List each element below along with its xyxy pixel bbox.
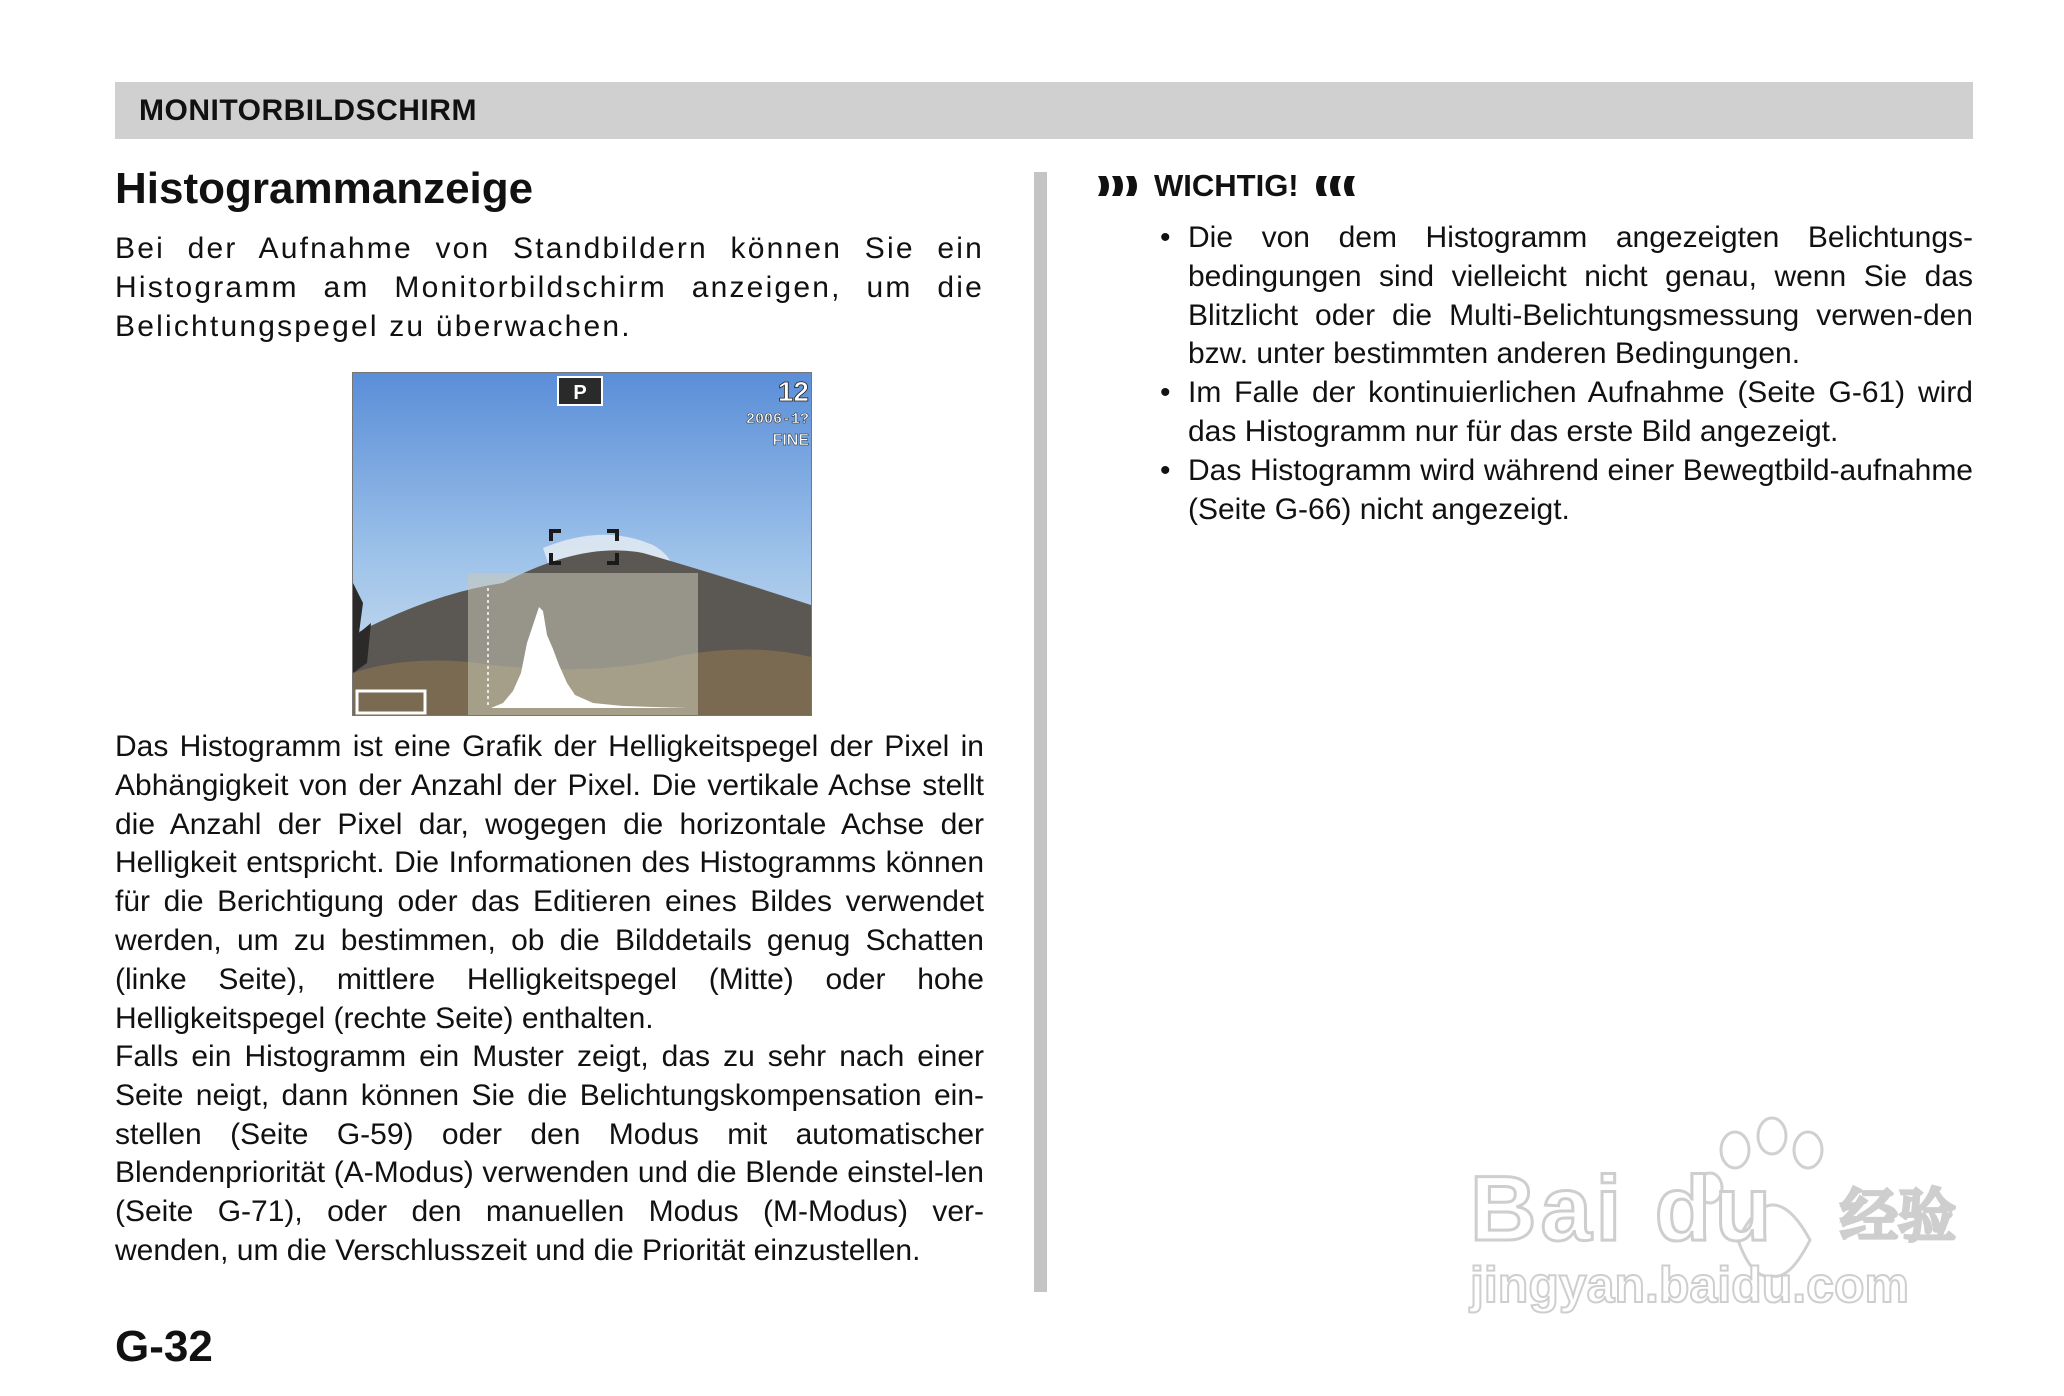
arrows-left-icon [1309, 174, 1355, 198]
watermark-brand-cn: 经验 [1840, 1182, 1957, 1250]
column-divider [1034, 172, 1047, 1292]
mode-icon-label: P [573, 382, 587, 404]
important-label: WICHTIG! [1154, 168, 1299, 203]
bullet-icon: • [1160, 453, 1171, 487]
list-item [1160, 374, 1973, 452]
list-item-text: Die von dem Histogramm angezeigten Belichtungs-bedingungen sind vielleicht nicht genau, wenn Sie das Blitzlicht oder die Multi-Belichtungsmessung verwen-den bzw. unter bestimmten anderen Bedingungen. [1188, 221, 1973, 371]
watermark-url: jingyan.baidu.com [1470, 1257, 1909, 1313]
list-item-text: Das Histogramm wird während einer Bewegtbild-aufnahme (Seite G-66) nicht angezeigt. [1188, 453, 1973, 526]
important-list [1160, 219, 1973, 529]
watermark-brand: Bai du [1470, 1158, 1776, 1260]
bullet-icon: • [1160, 376, 1171, 410]
list-item-text: Im Falle der kontinuierlichen Aufnahme (Seite G-61) wird das Histogramm nur für das erste Bild angezeigt. [1188, 376, 1973, 448]
quality-readout: FINE [772, 432, 809, 449]
section-header-bar [115, 82, 1973, 139]
list-item [1160, 452, 1973, 530]
arrows-right-icon [1098, 174, 1144, 198]
list-item [1160, 219, 1973, 374]
page-number: G-32 [115, 1322, 213, 1371]
header-title: MONITORBILDSCHIRM [139, 94, 477, 127]
date-readout: 2006-1? [745, 411, 809, 428]
body-paragraph-1: Das Histogramm ist eine Grafik der Helligkeitspegel der Pixel in Abhängigkeit von der Anzahl der Pixel. Die vertikale Achse stellt die Anzahl der Pixel dar, wogegen die horizontale Achse der Helligkeit entspricht. Die Informationen des Histogramms können für die Berichtigung oder das Editieren eines Bildes verwendet werden, um zu bestimmen, ob die Bilddetails genug Schatten (linke Seite), mittlere Helligkeitspegel (Mitte) oder hohe Helligkeitspegel (rechte Seite) enthalten. [115, 730, 984, 1035]
baidu-watermark-logo [1460, 1090, 1980, 1330]
camera-monitor-screenshot [352, 372, 812, 716]
intro-paragraph: Bei der Aufnahme von Standbildern können Sie ein Histogramm am Monitorbildschirm anzeigen, um die Belichtungspegel zu überwachen. [115, 232, 984, 343]
important-heading [1098, 168, 1355, 204]
histogram-panel [468, 573, 698, 715]
body-paragraph-2: Falls ein Histogramm ein Muster zeigt, das zu sehr nach einer Seite neigt, dann können Sie die Belichtungskompensation ein-stellen (Seite G-59) oder den Modus mit automatischer Blendenpriorität (A-Modus) verwenden und die Blende einstel-len (Seite G-71), oder den manuellen Modus (M-Modus) ver-wenden, um die Verschlusszeit und die Priorität einzustellen. [115, 1040, 984, 1267]
section-heading: Histogrammanzeige [115, 164, 534, 213]
shots-remaining: 12 [777, 376, 809, 407]
bullet-icon: • [1160, 221, 1171, 254]
